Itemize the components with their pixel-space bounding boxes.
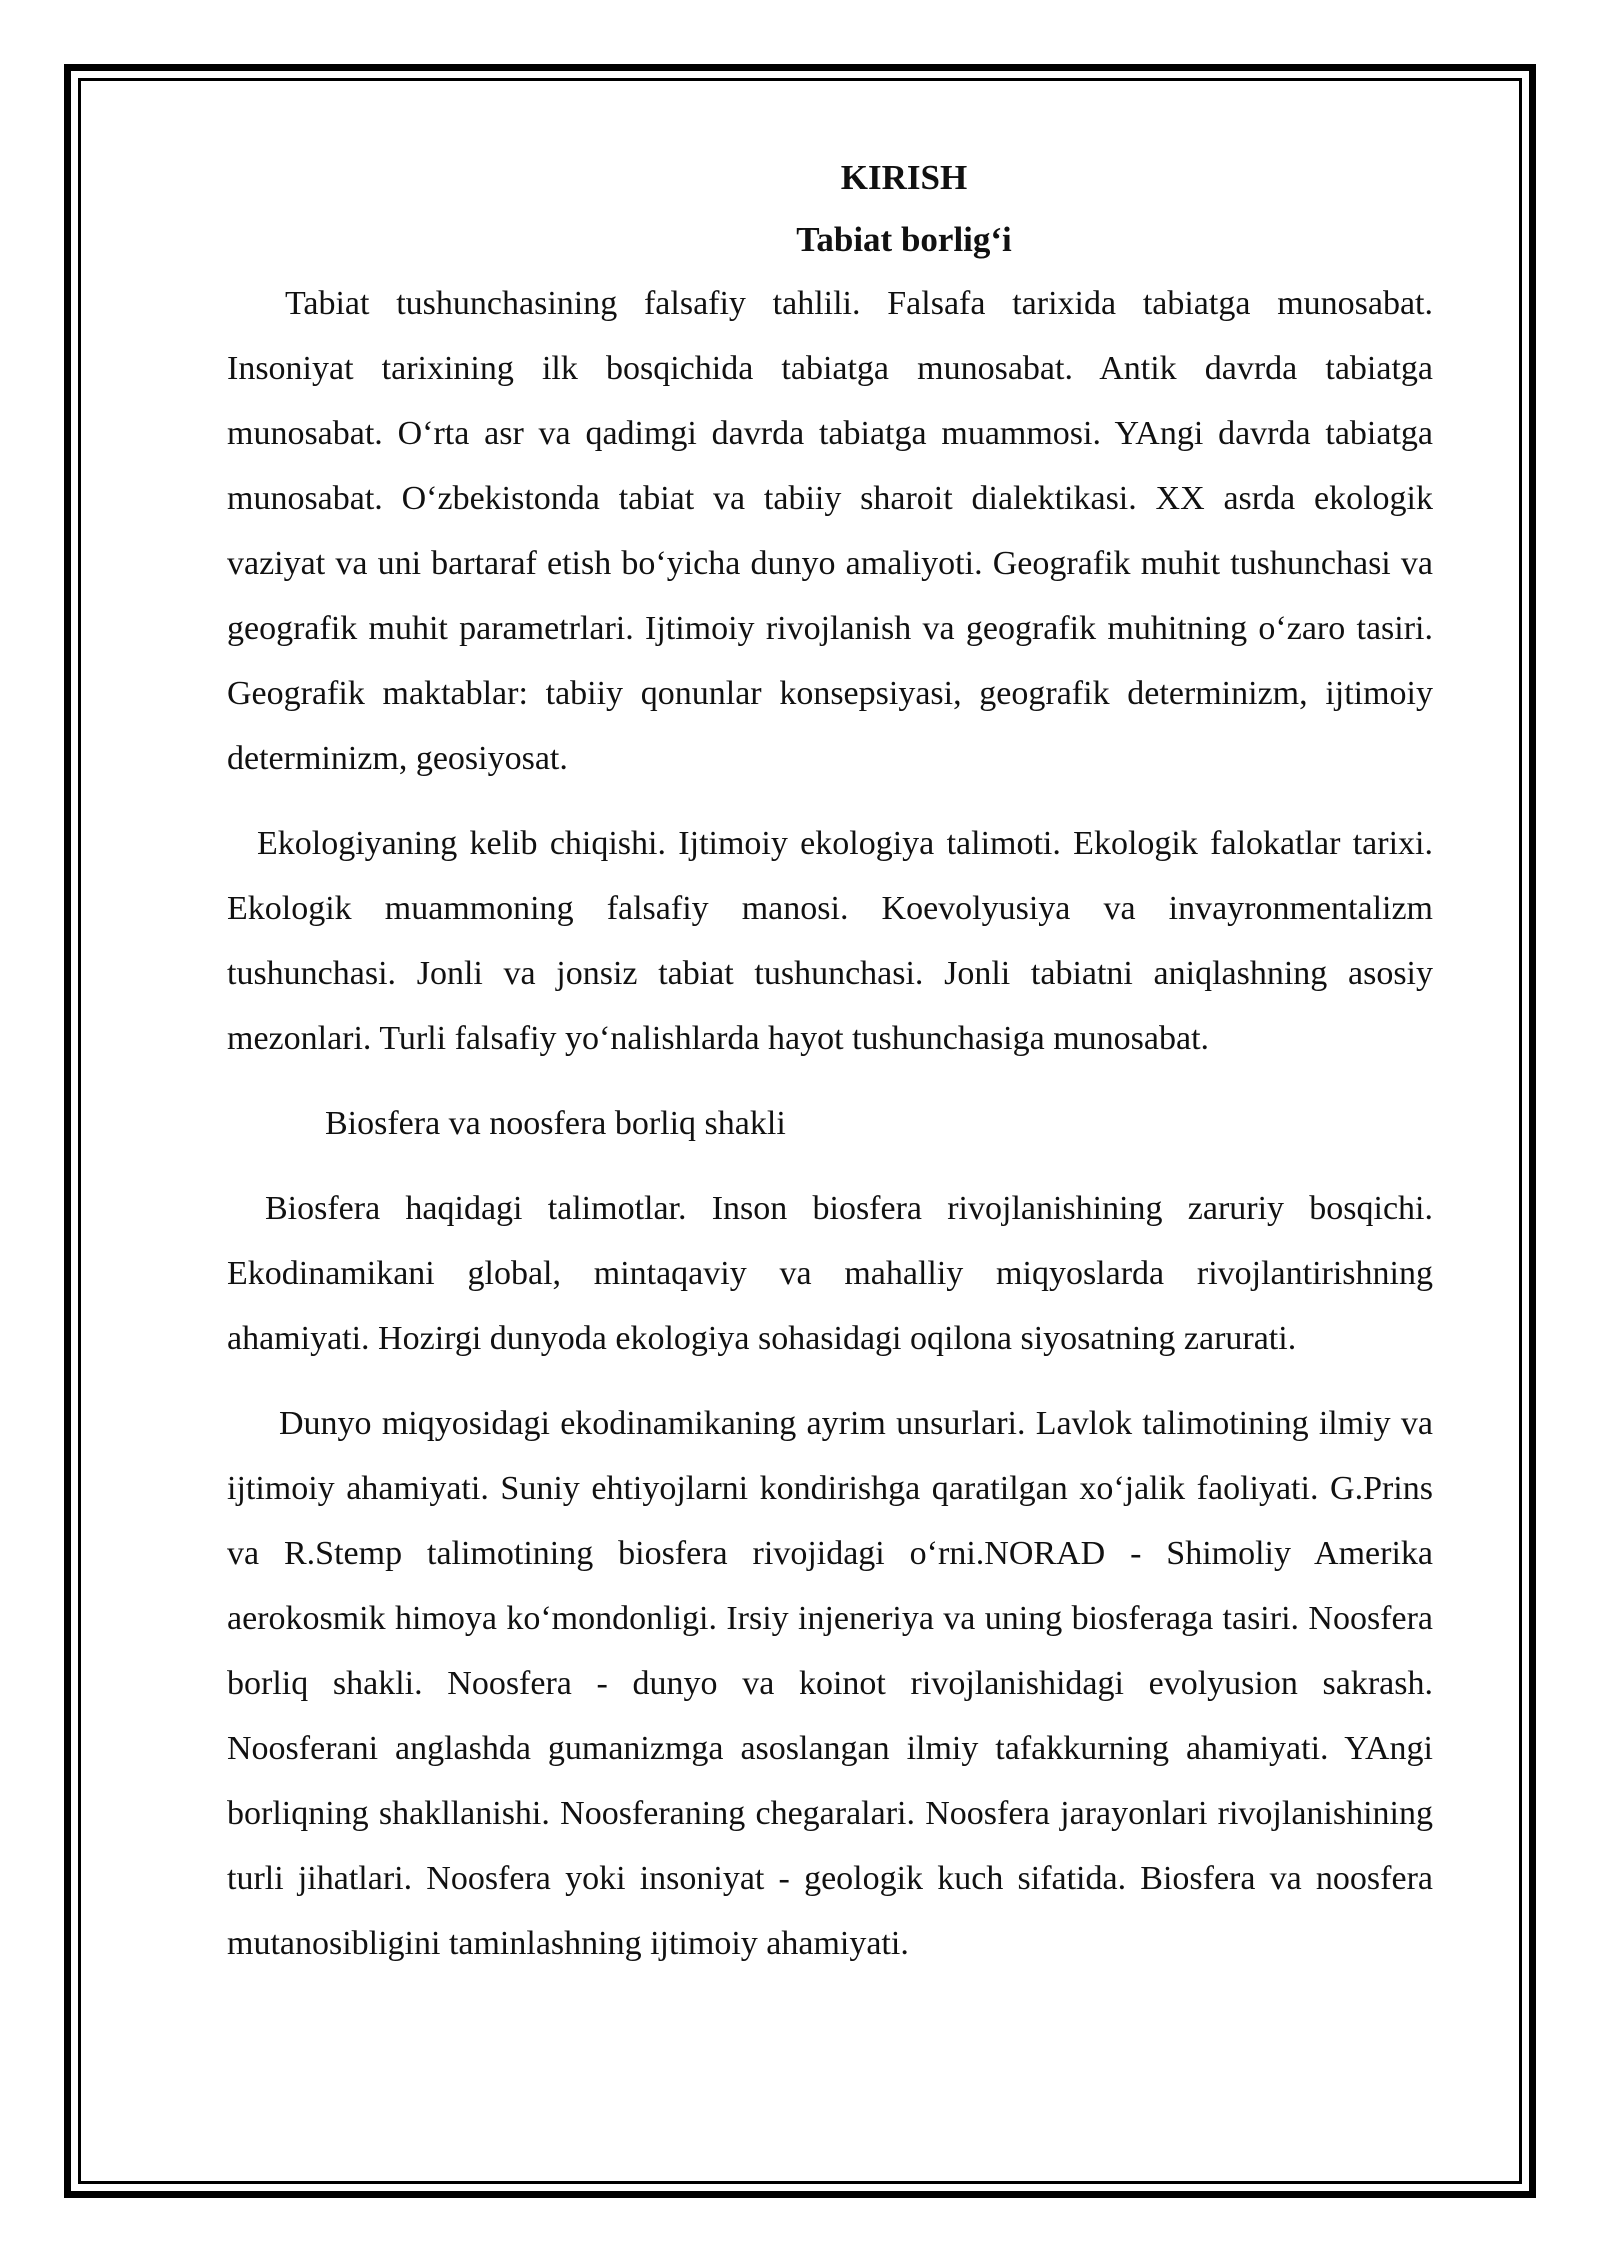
- paragraph: Tabiat tushunchasining falsafiy tahlili. Falsafa tarixida tabiatga munosabat. Insoniyat tarixining ilk bosqichida tabiatga munosabat. Antik davrda tabiatga munosabat. O‘rta asr va qadimgi davrda tabiatga muammosi. YAngi davrda tabiatga munosabat. O‘zbekistonda tabiat va tabiiy sharoit dialektikasi. XX asrda ekologik vaziyat va uni bartaraf etish bo‘yicha dunyo amaliyoti. Geografik muhit tushunchasi va geografik muhit parametrlari. Ijtimoiy rivojlanish va geografik muhitning o‘zaro tasiri. Geografik maktablar: tabiiy qonunlar konsepsiyasi, geografik determinizm, ijtimoiy determinizm, geosiyosat.: [227, 285, 1433, 777]
- section-heading: Biosfera va noosfera borliq shakli: [325, 1105, 786, 1142]
- document-title: KIRISH: [840, 158, 968, 197]
- paragraph: Ekologiyaning kelib chiqishi. Ijtimoiy ekologiya talimoti. Ekologik falokatlar tarixi. Ekologik muammoning falsafiy manosi. Koevolyusiya va invayronmentalizm tushunchasi. Jonli va jonsiz tabiat tushunchasi. Jonli tabiatni aniqlashning asosiy mezonlari. Turli falsafiy yo‘nalishlarda hayot tushunchasiga munosabat.: [227, 825, 1433, 1057]
- document-subtitle: Tabiat borlig‘i: [796, 220, 1012, 259]
- document-body: [227, 147, 1433, 1976]
- paragraph: Biosfera haqidagi talimotlar. Inson biosfera rivojlanishining zaruriy bosqichi. Ekodinamikani global, mintaqaviy va mahalliy miqyoslarda rivojlantirishning ahamiyati. Hozirgi dunyoda ekologiya sohasidagi oqilona siyosatning zarurati.: [227, 1190, 1433, 1357]
- paragraph: Dunyo miqyosidagi ekodinamikaning ayrim unsurlari. Lavlok talimotining ilmiy va ijtimoiy ahamiyati. Suniy ehtiyojlarni kondirishga qaratilgan xo‘jalik faoliyati. G.Prins va R.Stemp talimotining biosfera rivojidagi o‘rni.NORAD - Shimoliy Amerika aerokosmik himoya ko‘mondonligi. Irsiy injeneriya va uning biosferaga tasiri. Noosfera borliq shakli. Noosfera - dunyo va koinot rivojlanishidagi evolyusion sakrash. Noosferani anglashda gumanizmga asoslangan ilmiy tafakkurning ahamiyati. YAngi borliqning shakllanishi. Noosferaning chegaralari. Noosfera jarayonlari rivojlanishining turli jihatlari. Noosfera yoki insoniyat - geologik kuch sifatida. Biosfera va noosfera mutanosibligini taminlashning ijtimoiy ahamiyati.: [227, 1405, 1433, 1962]
